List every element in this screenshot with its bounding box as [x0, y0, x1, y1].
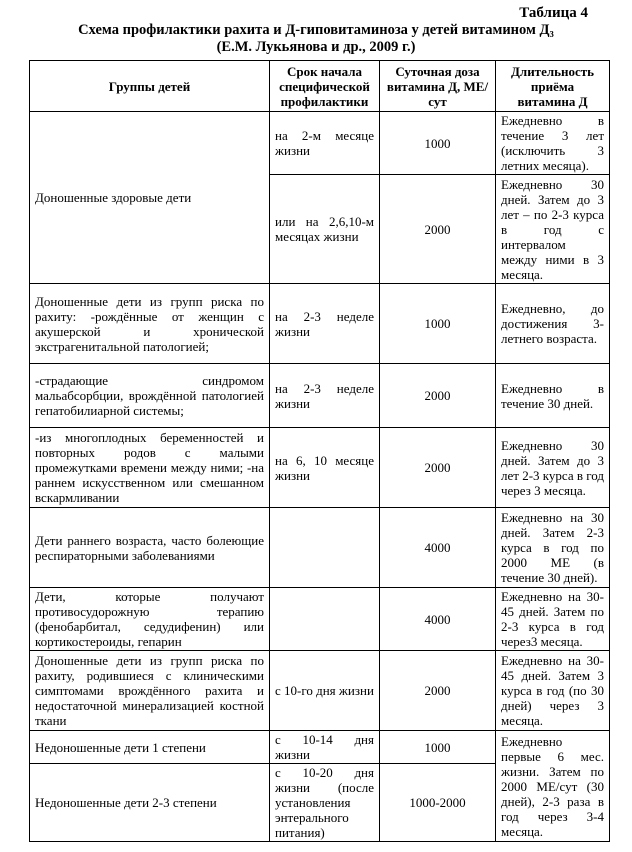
cell-duration: Ежедневно 30 дней. Затем до 3 лет 2-3 курса в год через 3 месяца. [496, 428, 610, 508]
prophylaxis-table [29, 60, 610, 842]
header-dose: Суточная доза витамина Д, МЕ/сут [380, 61, 496, 112]
cell-dose: 1000-2000 [380, 764, 496, 842]
cell-group: Доношенные дети из групп риска по рахиту, родившиеся с клиническими симптомами врождённого рахита и недостаточной минерализацией костной ткани [30, 651, 270, 731]
cell-duration: Ежедневно на 30-45 дней. Затем 3 курса в год (по 30 дней) через 3 месяца. [496, 651, 610, 731]
table-row [30, 428, 610, 508]
cell-duration: Ежедневно, до достижения 3-летнего возраста. [496, 284, 610, 364]
cell-duration: Ежедневно на 30-45 дней. Затем по 2-3 курса в год через3 месяца. [496, 588, 610, 651]
table-row [30, 112, 610, 175]
cell-dose: 1000 [380, 731, 496, 764]
cell-start: с 10-14 дня жизни [270, 731, 380, 764]
cell-group: Дети, которые получают противосудорожную терапию (фенобарбитал, седудифенин) или кортикостероиды, гепарин [30, 588, 270, 651]
cell-dose: 2000 [380, 175, 496, 284]
cell-group: Доношенные дети из групп риска по рахиту: -рождённые от женщин с акушерской и хронической экстрагенитальной патологией; [30, 284, 270, 364]
cell-start: на 2-м месяце жизни [270, 112, 380, 175]
cell-group: -страдающие синдромом мальабсорбции, врождённой патологией гепатобилиарной системы; [30, 364, 270, 428]
cell-start: на 2-3 неделе жизни [270, 284, 380, 364]
cell-duration: Ежедневно в течение 3 лет (исключить 3 летних месяца). [496, 112, 610, 175]
cell-duration: Ежедневно на 30 дней. Затем 2-3 курса в год по 2000 МЕ (в течение 30 дней). [496, 508, 610, 588]
header-row [30, 61, 610, 112]
cell-group: Дети раннего возраста, часто болеющие респираторными заболеваниями [30, 508, 270, 588]
cell-dose: 2000 [380, 428, 496, 508]
cell-duration: Ежедневно в течение 30 дней. [496, 364, 610, 428]
cell-group: -из многоплодных беременностей и повторных родов с малыми промежутками времени между ними; -на раннем искусственном или смешанном вскармливании [30, 428, 270, 508]
cell-start [270, 588, 380, 651]
table-row [30, 731, 610, 764]
table-number: Таблица 4 [519, 5, 588, 21]
caption-line-1: Схема профилактики рахита и Д-гиповитаминоза у детей витамином Д₃ [78, 22, 554, 38]
table-row [30, 364, 610, 428]
cell-group: Недоношенные дети 2-3 степени [30, 764, 270, 842]
cell-start [270, 508, 380, 588]
table-row [30, 284, 610, 364]
cell-start: на 6, 10 месяце жизни [270, 428, 380, 508]
header-duration: Длительность приёма витамина Д [496, 61, 610, 112]
cell-dose: 4000 [380, 508, 496, 588]
cell-dose: 1000 [380, 284, 496, 364]
cell-dose: 2000 [380, 651, 496, 731]
table-caption [0, 22, 632, 56]
cell-dose: 1000 [380, 112, 496, 175]
cell-dose: 4000 [380, 588, 496, 651]
cell-group: Доношенные здоровые дети [30, 112, 270, 284]
cell-start: или на 2,6,10-м месяцах жизни [270, 175, 380, 284]
cell-start: с 10-20 дня жизни (после установления энтерального питания) [270, 764, 380, 842]
cell-start: с 10-го дня жизни [270, 651, 380, 731]
table-row [30, 651, 610, 731]
header-start: Срок начала специфической профилактики [270, 61, 380, 112]
cell-duration: Ежедневно первые 6 мес. жизни. Затем по 2000 МЕ/сут (30 дней), 2-3 раза в год через 3-4 месяца. [496, 731, 610, 842]
cell-duration: Ежедневно 30 дней. Затем до 3 лет – по 2-3 курса в год с интервалом между ними в 3 месяца. [496, 175, 610, 284]
table-row [30, 588, 610, 651]
cell-dose: 2000 [380, 364, 496, 428]
table-row [30, 508, 610, 588]
cell-group: Недоношенные дети 1 степени [30, 731, 270, 764]
caption-line-2: (Е.М. Лукьянова и др., 2009 г.) [216, 39, 416, 55]
cell-start: на 2-3 неделе жизни [270, 364, 380, 428]
header-group: Группы детей [30, 61, 270, 112]
